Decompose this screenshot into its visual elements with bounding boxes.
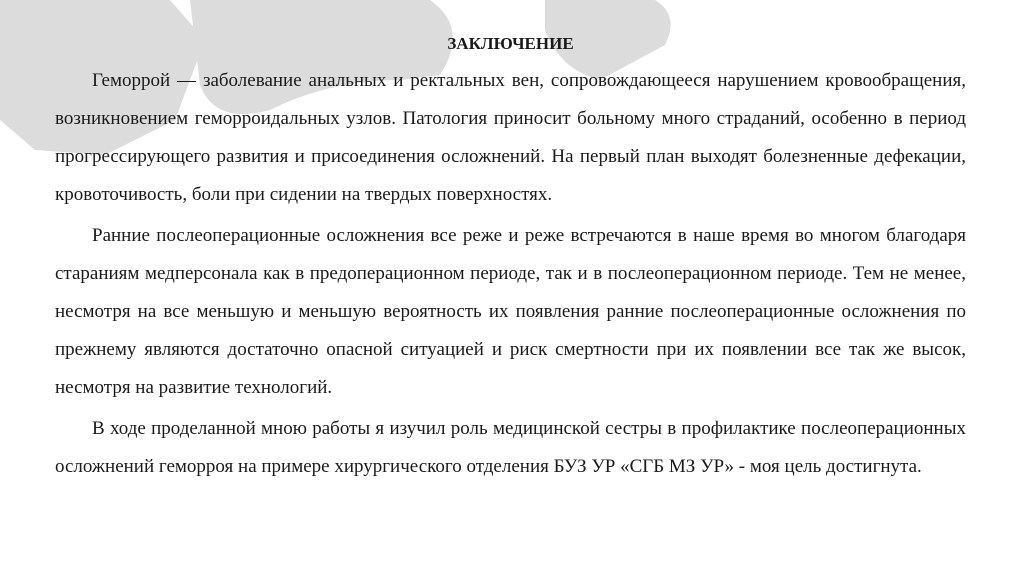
document-body [55, 30, 966, 489]
paragraph-1: Геморрой — заболевание анальных и ректальных вен, сопровождающееся нарушением кровообращения, возникновением геморроидальных узлов. Патология приносит больному много страданий, особенно в период прогрессирующего развития и присоединения осложнений. На первый план выходят болезненные дефекации, кровоточивость, боли при сидении на твердых поверхностях. [55, 70, 966, 205]
paragraph-3: В ходе проделанной мною работы я изучил роль медицинской сестры в профилактике послеоперационных осложнений геморроя на примере хирургического отделения БУЗ УР «СГБ МЗ УР» - моя цель достигнута. [55, 418, 966, 477]
paragraph-2: Ранние послеоперационные осложнения все реже и реже встречаются в наше время во многом благодаря стараниям медперсонала как в предоперационном периоде, так и в послеоперационном периоде. Тем не менее, несмотря на все меньшую и меньшую вероятность их появления ранние послеоперационные осложнения по прежнему являются достаточно опасной ситуацией и риск смертности при их появлении все так же высок, несмотря на развитие технологий. [55, 225, 966, 398]
document-title: ЗАКЛЮЧЕНИЕ [447, 34, 574, 53]
